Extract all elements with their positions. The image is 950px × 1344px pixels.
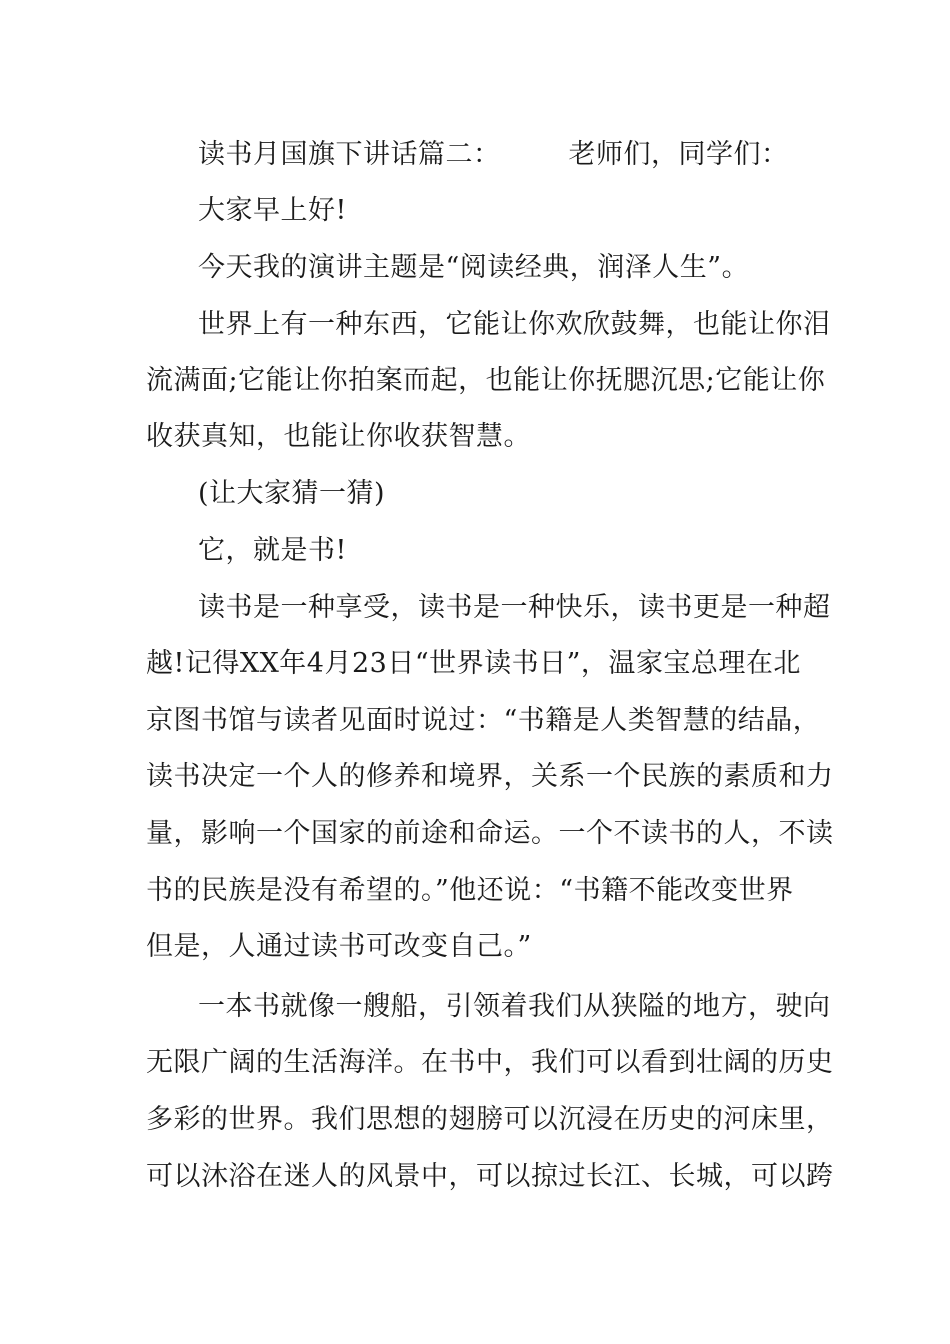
paragraph-line: 它，就是书! <box>198 535 347 566</box>
salutation: 老师们，同学们： <box>568 139 789 170</box>
title-line <box>198 139 868 171</box>
paragraph-line: (让大家猜一猜) <box>198 478 386 509</box>
paragraph-line: 书的民族是没有希望的。”他还说：“书籍不能改变世界 <box>146 875 794 906</box>
paragraph-line: 流满面;它能让你拍案而起，也能让你抚腮沉思;它能让你 <box>146 365 826 396</box>
paragraph-line: 一本书就像一艘船，引领着我们从狭隘的地方，驶向 <box>198 991 831 1022</box>
paragraph-line: 多彩的世界。我们思想的翅膀可以沉浸在历史的河床里， <box>146 1104 834 1135</box>
paragraph-line: 可以沐浴在迷人的风景中，可以掠过长江、长城，可以跨 <box>146 1161 834 1192</box>
paragraph-line: 京图书馆与读者见面时说过：“书籍是人类智慧的结晶， <box>146 705 821 736</box>
paragraph-line: 读书是一种享受，读书是一种快乐，读书更是一种超 <box>198 592 831 623</box>
paragraph-line: 读书决定一个人的修养和境界，关系一个民族的素质和力 <box>146 761 834 792</box>
speech-title: 读书月国旗下讲话篇二： <box>198 139 501 170</box>
paragraph-line: 无限广阔的生活海洋。在书中，我们可以看到壮阔的历史 <box>146 1047 834 1078</box>
paragraph-line: 但是，人通过读书可改变自己。” <box>146 931 532 962</box>
paragraph-line: 收获真知，也能让你收获智慧。 <box>146 421 531 452</box>
paragraph-line: 量，影响一个国家的前途和命运。一个不读书的人，不读 <box>146 818 834 849</box>
paragraph-line: 越!记得XX年4月23日“世界读书日”，温家宝总理在北 <box>146 648 801 679</box>
paragraph-line: 今天我的演讲主题是“阅读经典，润泽人生”。 <box>198 252 750 283</box>
paragraph-line: 世界上有一种东西，它能让你欢欣鼓舞，也能让你泪 <box>198 309 831 340</box>
paragraph-line: 大家早上好! <box>198 195 347 226</box>
